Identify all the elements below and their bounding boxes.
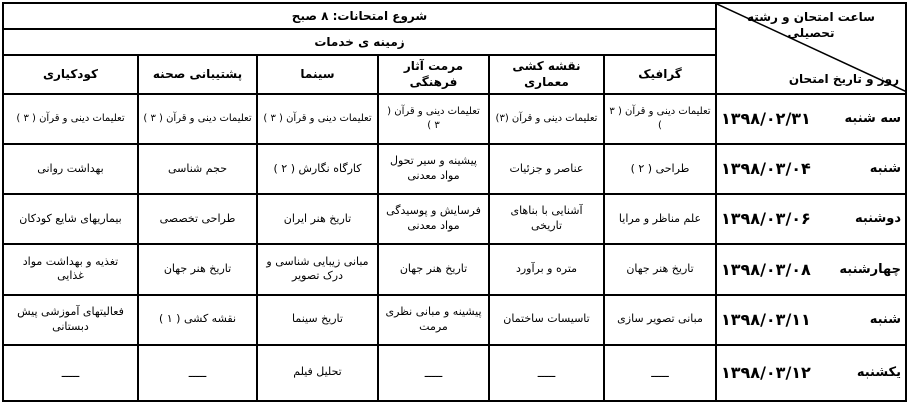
column-header: گرافیک	[604, 55, 716, 94]
exam-cell: ـــــ	[378, 345, 489, 401]
exam-cell: پیشینه و سیر تحول مواد معدنی	[378, 144, 489, 194]
exam-cell: بیماریهای شایع کودکان	[3, 194, 138, 244]
day-date-cell	[716, 144, 906, 194]
exam-cell: طراحی ( ۲ )	[604, 144, 716, 194]
corner-top-label: ساعت امتحان و رشته تحصیلی	[747, 10, 875, 40]
exam-cell: تعلیمات دینی و قرآن (۳)	[489, 94, 604, 144]
exam-cell: تاریخ هنر ایران	[257, 194, 378, 244]
exam-cell: علم مناظر و مرایا	[604, 194, 716, 244]
exam-cell: آشنایی با بناهای تاریخی	[489, 194, 604, 244]
exam-cell: پیشینه و مبانی نظری مرمت	[378, 295, 489, 345]
exam-cell: ـــــ	[3, 345, 138, 401]
column-header: کودکیاری	[3, 55, 138, 94]
day-date-cell	[716, 345, 906, 401]
exam-cell: فرسایش و پوسیدگی مواد معدنی	[378, 194, 489, 244]
exam-cell: حجم شناسی	[138, 144, 257, 194]
exam-cell: عناصر و جزئیات	[489, 144, 604, 194]
exam-cell: نقشه کشی ( ۱ )	[138, 295, 257, 345]
exam-cell: تعلیمات دینی و قرآن ( ۳ )	[257, 94, 378, 144]
date-label: ۱۳۹۸/۰۳/۰۴	[721, 159, 811, 179]
exam-start-banner: شروع امتحانات: ۸ صبح	[3, 3, 716, 29]
exam-cell: تعلیمات دینی و قرآن ( ۳ )	[378, 94, 489, 144]
date-label: ۱۳۹۸/۰۲/۳۱	[721, 109, 811, 129]
day-date-cell	[716, 194, 906, 244]
day-label: سه شنبه	[844, 111, 901, 127]
exam-cell: متره و برآورد	[489, 244, 604, 294]
day-date-cell	[716, 295, 906, 345]
day-label: شنبه	[869, 161, 901, 177]
day-label: شنبه	[869, 311, 901, 327]
exam-cell: تغذیه و بهداشت مواد غذایی	[3, 244, 138, 294]
exam-cell: ـــــ	[604, 345, 716, 401]
day-label: چهارشنبه	[839, 261, 901, 277]
exam-cell: تحلیل فیلم	[257, 345, 378, 401]
day-date-cell	[716, 94, 906, 144]
exam-cell: تعلیمات دینی و قرآن ( ۳ )	[138, 94, 257, 144]
table-row	[3, 94, 906, 144]
exam-cell: کارگاه نگارش ( ۲ )	[257, 144, 378, 194]
exam-cell: ـــــ	[489, 345, 604, 401]
exam-cell: تاریخ هنر جهان	[604, 244, 716, 294]
exam-cell: طراحی تخصصی	[138, 194, 257, 244]
day-date-cell	[716, 244, 906, 294]
column-header: سینما	[257, 55, 378, 94]
exam-cell: فعالیتهای آموزشی پیش دبستانی	[3, 295, 138, 345]
date-label: ۱۳۹۸/۰۳/۱۲	[721, 363, 811, 383]
header-corner-cell	[716, 3, 906, 94]
table-row	[3, 194, 906, 244]
exam-schedule-table	[2, 2, 907, 402]
exam-cell: بهداشت روانی	[3, 144, 138, 194]
day-label: یکشنبه	[856, 365, 901, 381]
exam-cell: مبانی زیبایی شناسی و درک تصویر	[257, 244, 378, 294]
date-label: ۱۳۹۸/۰۳/۰۶	[721, 209, 811, 229]
date-label: ۱۳۹۸/۰۳/۱۱	[721, 309, 811, 329]
exam-cell: ـــــ	[138, 345, 257, 401]
corner-bottom-label: روز و تاریخ امتحان	[788, 71, 899, 86]
exam-cell: تاسیسات ساختمان	[489, 295, 604, 345]
column-header: نقشه کشی معماری	[489, 55, 604, 94]
exam-cell: تعلیمات دینی و قرآن ( ۳ )	[3, 94, 138, 144]
table-row	[3, 345, 906, 401]
exam-cell: تاریخ سینما	[257, 295, 378, 345]
column-header: مرمت آثار فرهنگی	[378, 55, 489, 94]
table-row	[3, 295, 906, 345]
day-label: دوشنبه	[854, 211, 901, 227]
date-label: ۱۳۹۸/۰۳/۰۸	[721, 259, 811, 279]
exam-cell: تاریخ هنر جهان	[378, 244, 489, 294]
exam-cell: تعلیمات دینی و قرآن ( ۳ )	[604, 94, 716, 144]
column-header: پشتیبانی صحنه	[138, 55, 257, 94]
field-banner: زمینه ی خدمات	[3, 29, 716, 55]
table-row	[3, 144, 906, 194]
exam-cell: تاریخ هنر جهان	[138, 244, 257, 294]
exam-schedule-sheet	[2, 2, 905, 402]
table-row	[3, 244, 906, 294]
exam-cell: مبانی تصویر سازی	[604, 295, 716, 345]
